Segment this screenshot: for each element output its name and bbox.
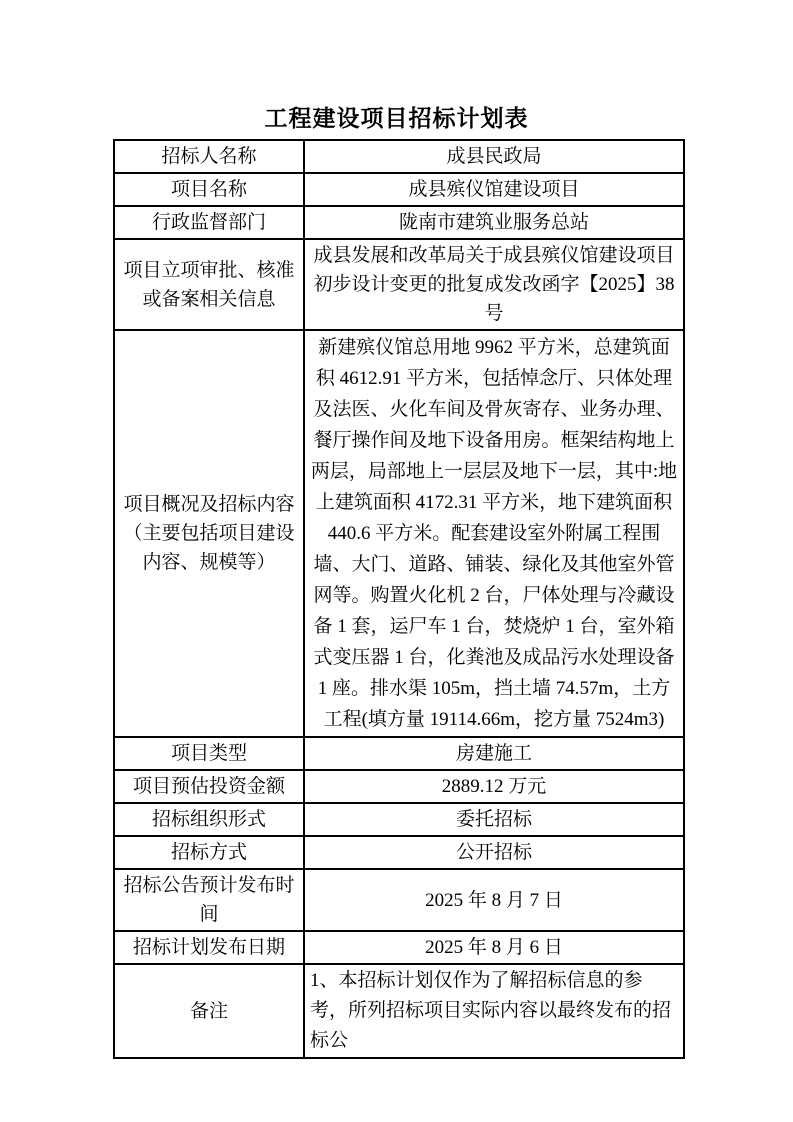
value-bidder-name: 成县民政局 bbox=[304, 140, 684, 173]
value-bidding-method: 公开招标 bbox=[304, 836, 684, 869]
label-approval-info: 项目立项审批、核准或备案相关信息 bbox=[114, 239, 304, 330]
value-approval-info: 成县发展和改革局关于成县殡仪馆建设项目初步设计变更的批复成发改函字【2025】38 号 bbox=[304, 239, 684, 330]
label-announcement-expected-date: 招标公告预计发布时间 bbox=[114, 869, 304, 931]
table-row-project-type bbox=[114, 737, 684, 770]
table-row-bidding-method bbox=[114, 836, 684, 869]
value-project-name: 成县殡仪馆建设项目 bbox=[304, 173, 684, 206]
table-row-estimated-investment bbox=[114, 770, 684, 803]
value-supervising-authority: 陇南市建筑业服务总站 bbox=[304, 206, 684, 239]
value-estimated-investment: 2889.12 万元 bbox=[304, 770, 684, 803]
label-bidding-organization-form: 招标组织形式 bbox=[114, 803, 304, 836]
value-project-overview: 新建殡仪馆总用地 9962 平方米，总建筑面积 4612.91 平方米，包括悼念厅、只体处理及法医、火化车间及骨灰寄存、业务办理、餐厅操作间及地下设备用房。框架结构地上两层，局部地上一层层及地下一层，其中:地上建筑面积 4172.31 平方米，地下建筑面积 440.6 平方米。配套建设室外附属工程围墙、大门、道路、铺装、绿化及其他室外管网等。购置火化机 2 台，尸体处理与冷藏设备 1 套，运尸车 1 台，焚烧炉 1 台，室外箱式变压器 1 台，化粪池及成品污水处理设备 1 座。排水渠 105m，挡土墙 74.57m，土方工程(填方量 19114.66m，挖方量 7524m3) bbox=[304, 330, 684, 737]
label-remarks: 备注 bbox=[114, 964, 304, 1058]
table-row-approval-info bbox=[114, 239, 684, 330]
table-row-bidder-name bbox=[114, 140, 684, 173]
value-announcement-expected-date: 2025 年 8 月 7 日 bbox=[304, 869, 684, 931]
label-bidder-name: 招标人名称 bbox=[114, 140, 304, 173]
value-project-type: 房建施工 bbox=[304, 737, 684, 770]
label-project-name: 项目名称 bbox=[114, 173, 304, 206]
table-row-supervising-authority bbox=[114, 206, 684, 239]
label-supervising-authority: 行政监督部门 bbox=[114, 206, 304, 239]
bidding-plan-table bbox=[113, 139, 685, 1059]
table-row-announcement-expected-date bbox=[114, 869, 684, 931]
table-row-plan-publish-date bbox=[114, 931, 684, 964]
value-bidding-organization-form: 委托招标 bbox=[304, 803, 684, 836]
table-row-remarks bbox=[114, 964, 684, 1058]
table-row-bidding-organization-form bbox=[114, 803, 684, 836]
table-row-project-overview bbox=[114, 330, 684, 737]
value-remarks: 1、本招标计划仅作为了解招标信息的参考，所列招标项目实际内容以最终发布的招标公 bbox=[304, 964, 684, 1058]
label-project-type: 项目类型 bbox=[114, 737, 304, 770]
value-plan-publish-date: 2025 年 8 月 6 日 bbox=[304, 931, 684, 964]
label-plan-publish-date: 招标计划发布日期 bbox=[114, 931, 304, 964]
label-bidding-method: 招标方式 bbox=[114, 836, 304, 869]
page-title: 工程建设项目招标计划表 bbox=[264, 106, 529, 131]
label-project-overview: 项目概况及招标内容（主要包括项目建设内容、规模等） bbox=[114, 330, 304, 737]
table-row-project-name bbox=[114, 173, 684, 206]
label-estimated-investment: 项目预估投资金额 bbox=[114, 770, 304, 803]
